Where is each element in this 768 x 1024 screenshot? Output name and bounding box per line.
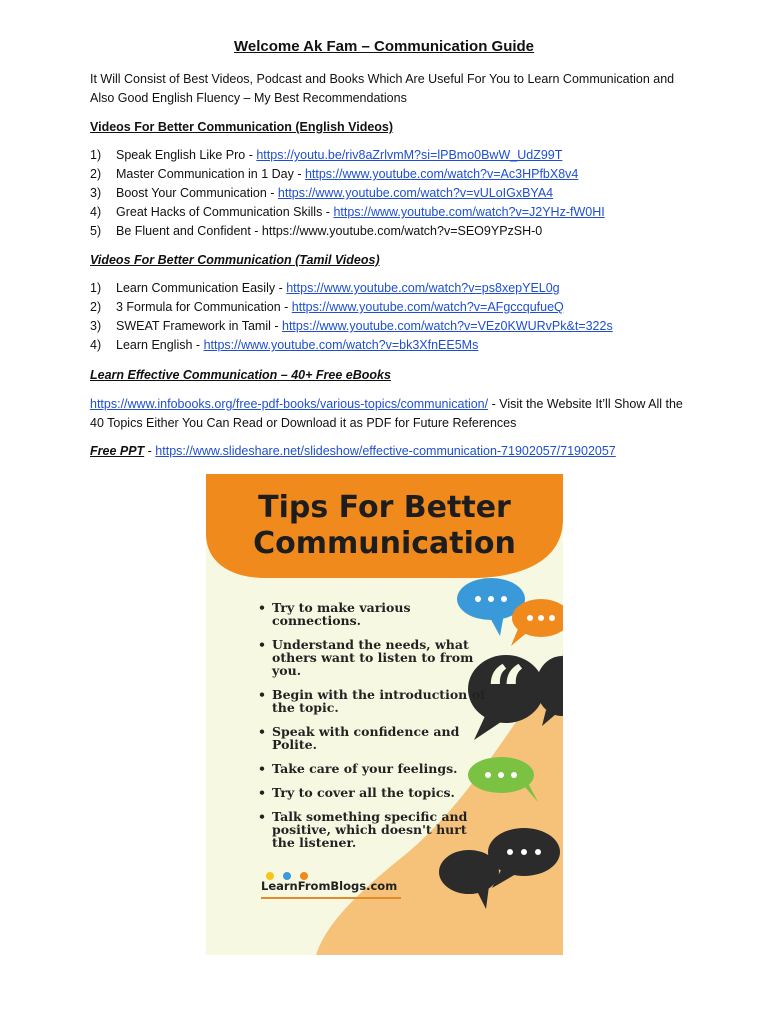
tip-item: • Begin with the introduction of the topic. (258, 688, 488, 714)
page-title: Welcome Ak Fam – Communication Guide (233, 38, 535, 55)
list-item-label: Great Hacks of Communication Skills - (116, 205, 334, 219)
english-videos-heading: Videos For Better Communication (English Videos) (90, 120, 394, 134)
list-item-number: 1) (90, 148, 102, 162)
free-ppt-separator: - (144, 444, 156, 458)
infographic-title-line2: Communication (253, 526, 516, 561)
list-item-label: Master Communication in 1 Day - (116, 167, 305, 181)
list-item (90, 203, 605, 222)
infographic-title-line1: Tips For Better (258, 490, 511, 525)
brand-name: LearnFromBlogs.com (261, 879, 398, 893)
ebooks-paragraph (90, 395, 690, 433)
tamil-videos-heading: Videos For Better Communication (Tamil Videos) (90, 253, 380, 267)
free-ppt-link[interactable]: https://www.slideshare.net/slideshow/effective-communication-71902057/71902057 (155, 444, 616, 458)
free-ppt-label: Free PPT (90, 444, 145, 458)
list-item (90, 146, 605, 165)
list-item (90, 184, 605, 203)
video-link[interactable]: https://www.youtube.com/watch?v=bk3XfnEE5Ms (203, 338, 479, 352)
list-item (90, 222, 605, 241)
video-link[interactable]: https://www.youtube.com/watch?v=VEz0KWURvPk&t=322s (282, 319, 613, 333)
tip-item: • Understand the needs, what others want to listen to from you. (258, 638, 488, 677)
english-videos-list (90, 146, 605, 241)
orange-speech-bubble-icon (511, 599, 563, 646)
tip-item: • Talk something specific and positive, which doesn't hurt the listener. (258, 810, 488, 849)
list-item-label: Be Fluent and Confident - https://www.youtube.com/watch?v=SEO9YPzSH-0 (116, 224, 543, 238)
video-link[interactable]: https://www.youtube.com/watch?v=J2YHz-fW0HI (333, 205, 605, 219)
ebooks-link[interactable]: https://www.infobooks.org/free-pdf-books/various-topics/communication/ (90, 397, 489, 411)
list-item-number: 1) (90, 281, 102, 295)
tip-item: • Try to make various connections. (258, 601, 488, 627)
list-item (90, 279, 613, 298)
list-item-label: 3 Formula for Communication - (116, 300, 292, 314)
list-item-label: Learn Communication Easily - (116, 281, 287, 295)
list-item-number: 4) (90, 205, 102, 219)
list-item-label: SWEAT Framework in Tamil - (116, 319, 282, 333)
list-item-label: Boost Your Communication - (116, 186, 278, 200)
list-item-number: 3) (90, 319, 102, 333)
tips-infographic (206, 474, 563, 955)
free-ppt-line (90, 444, 616, 458)
tip-item: • Try to cover all the topics. (258, 786, 488, 799)
list-item (90, 317, 613, 336)
intro-paragraph: It Will Consist of Best Videos, Podcast and Books Which Are Useful For You to Learn Communication and Also Good English Fluency – My Best Recommendations (90, 72, 675, 105)
list-item-number: 4) (90, 338, 102, 352)
list-item-number: 5) (90, 224, 102, 238)
video-link[interactable]: https://www.youtube.com/watch?v=vULoIGxBYA4 (277, 186, 554, 200)
tip-item: • Speak with confidence and Polite. (258, 725, 488, 751)
list-item (90, 336, 613, 355)
list-item-number: 2) (90, 300, 102, 314)
video-link[interactable]: https://www.youtube.com/watch?v=Ac3HPfbX8v4 (304, 167, 579, 181)
video-link[interactable]: https://youtu.be/riv8aZrlvmM?si=lPBmo0BwW_UdZ99T (256, 148, 563, 162)
ebooks-heading: Learn Effective Communication – 40+ Free eBooks (90, 368, 391, 382)
tips-list (258, 601, 488, 860)
list-item-number: 3) (90, 186, 102, 200)
video-link[interactable]: https://www.youtube.com/watch?v=ps8xepYEL0g (286, 281, 560, 295)
list-item-label: Speak English Like Pro - (116, 148, 257, 162)
ebooks-description: - Visit the Website It’ll Show All the 40 Topics Either You Can Read or Download it as PDF for Future References (90, 397, 683, 430)
tip-item: • Take care of your feelings. (258, 762, 488, 775)
video-link[interactable]: https://www.youtube.com/watch?v=AFgccqufueQ (291, 300, 564, 314)
brand-underline (261, 897, 401, 899)
infographic-title (206, 490, 563, 562)
list-item-label: Learn English - (116, 338, 204, 352)
list-item (90, 298, 613, 317)
list-item (90, 165, 605, 184)
svg-text:“: “ (485, 650, 527, 733)
tamil-videos-list (90, 279, 613, 355)
list-item-number: 2) (90, 167, 102, 181)
